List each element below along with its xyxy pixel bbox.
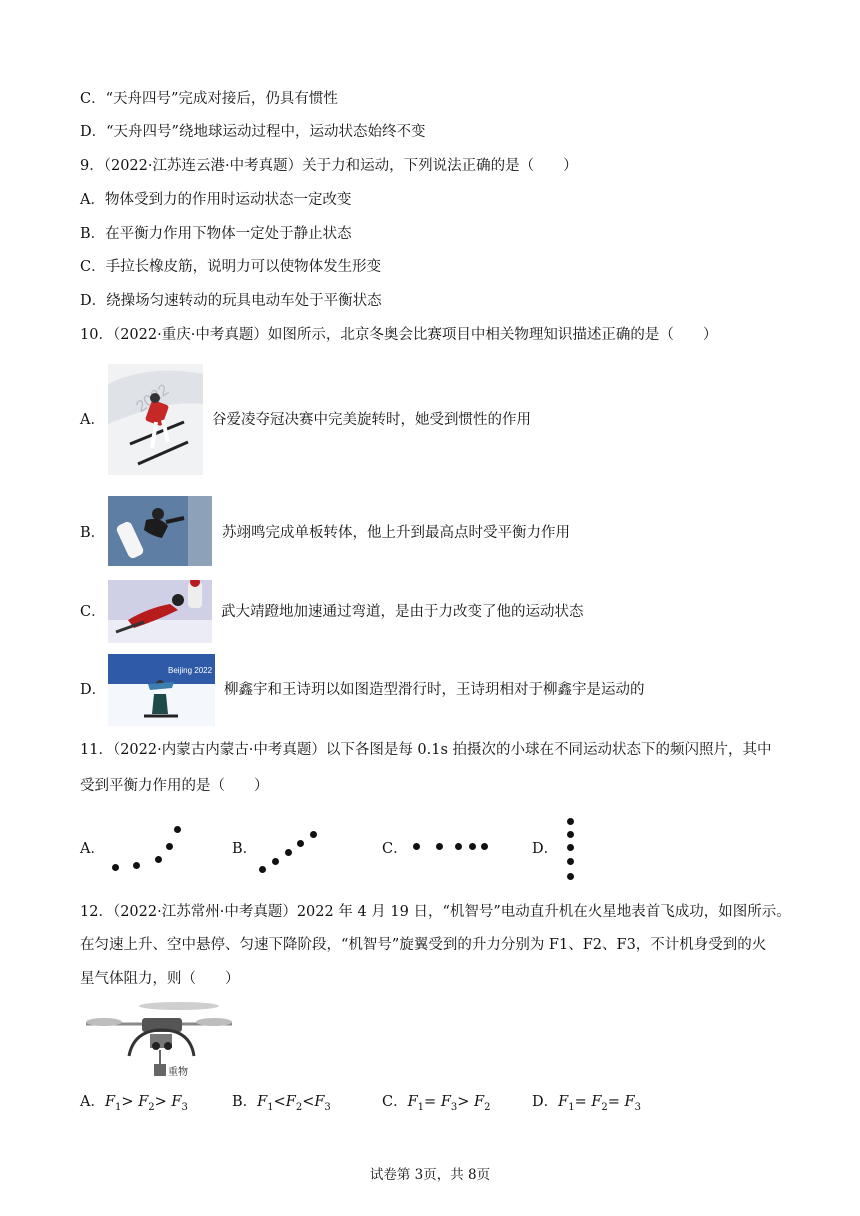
- q10-option-d-text: 柳鑫宇和王诗玥以如图造型滑行时，王诗玥相对于柳鑫宇是运动的: [224, 682, 645, 698]
- q11-stem-line2: 受到平衡力作用的是（ ）: [80, 778, 269, 794]
- q11-c-dot: [436, 843, 443, 850]
- q10-option-a-label: A．: [80, 412, 105, 428]
- q9-option-d: D．绕操场匀速转动的玩具电动车处于平衡状态: [80, 293, 382, 309]
- q11-option-c-label: C．: [382, 841, 408, 857]
- q10-b-photo-snowboarder: [108, 496, 212, 566]
- q11-b-dot: [297, 840, 304, 847]
- q12-stem-line2: 在匀速上升、空中悬停、匀速下降阶段，“机智号”旋翼受到的升力分别为 F1、F2、F3，不计机身受到的火: [80, 937, 767, 953]
- q11-d-dot: [567, 818, 574, 825]
- q11-option-a-label: A．: [80, 841, 105, 857]
- q11-a-dot: [133, 862, 140, 869]
- q12-stem-line1: 12．（2022·江苏常州·中考真题）2022 年 4 月 19 日，“机智号”电动直升机在火星地表首飞成功，如图所示。: [80, 904, 791, 920]
- q11-option-b-label: B．: [232, 841, 258, 857]
- q11-a-dot: [155, 856, 162, 863]
- q11-c-dot: [469, 843, 476, 850]
- drone-load-label: 重物: [168, 1067, 188, 1078]
- q9-option-c: C．手拉长橡皮筋，说明力可以使物体发生形变: [80, 259, 382, 275]
- q9-stem: 9．（2022·江苏连云港·中考真题）关于力和运动，下列说法正确的是（ ）: [80, 158, 578, 174]
- q11-b-dot: [310, 831, 317, 838]
- q11-b-dot: [285, 849, 292, 856]
- q10-a-photo-skier: [108, 364, 203, 475]
- q11-d-dot: [567, 858, 574, 865]
- q11-d-dot: [567, 831, 574, 838]
- q11-d-dot: [567, 873, 574, 880]
- q11-b-dot: [272, 858, 279, 865]
- q10-option-b-label: B．: [80, 525, 106, 541]
- q10-option-b-text: 苏翊鸣完成单板转体，他上升到最高点时受平衡力作用: [222, 525, 570, 541]
- q9-option-a: A．物体受到力的作用时运动状态一定改变: [80, 192, 352, 208]
- q11-b-dot: [259, 866, 266, 873]
- q12-option-b: B．$F_1<F_2<F_3$: [232, 1094, 331, 1113]
- d-banner-text: Beijing 2022: [168, 666, 213, 675]
- q11-stem-line1: 11．（2022·内蒙古内蒙古·中考真题）以下各图是每 0.1s 拍摄次的小球在不同运动状态下的频闪照片，其中: [80, 742, 772, 758]
- q10-option-c-label: C．: [80, 604, 106, 620]
- q12-drone-figure: [84, 996, 234, 1082]
- q11-option-d-label: D．: [532, 841, 559, 857]
- q11-a-dot: [174, 826, 181, 833]
- q8-option-d: D．“天舟四号”绕地球运动过程中，运动状态始终不变: [80, 124, 426, 140]
- q12-option-d: D．$F_1= F_2= F_3$: [532, 1094, 641, 1113]
- q11-a-dot: [166, 843, 173, 850]
- q10-option-a-text: 谷爱凌夺冠决赛中完美旋转时，她受到惯性的作用: [212, 412, 531, 428]
- q12-option-c: C．$F_1= F_3> F_2$: [382, 1094, 491, 1113]
- q12-stem-line3: 星气体阻力，则（ ）: [80, 971, 240, 987]
- q10-d-photo-ice-dancers: [108, 654, 215, 726]
- q12-option-a: A．$F_1> F_2> F_3$: [80, 1094, 188, 1113]
- q11-a-dot: [112, 864, 119, 871]
- q9-option-b: B．在平衡力作用下物体一定处于静止状态: [80, 226, 352, 242]
- q10-c-photo-speed-skater: [108, 580, 212, 643]
- q10-stem: 10．（2022·重庆·中考真题）如图所示，北京冬奥会比赛项目中相关物理知识描述正确的是（ ）: [80, 327, 718, 343]
- q11-c-dot: [455, 843, 462, 850]
- page-footer: 试卷第 3页，共 8页: [369, 1167, 491, 1183]
- q10-option-d-label: D．: [80, 682, 107, 698]
- q11-c-dot: [413, 843, 420, 850]
- q10-option-c-text: 武大靖蹬地加速通过弯道，是由于力改变了他的运动状态: [221, 604, 584, 620]
- q8-option-c: C．“天舟四号”完成对接后，仍具有惯性: [80, 91, 338, 107]
- q11-d-dot: [567, 844, 574, 851]
- q11-c-dot: [481, 843, 488, 850]
